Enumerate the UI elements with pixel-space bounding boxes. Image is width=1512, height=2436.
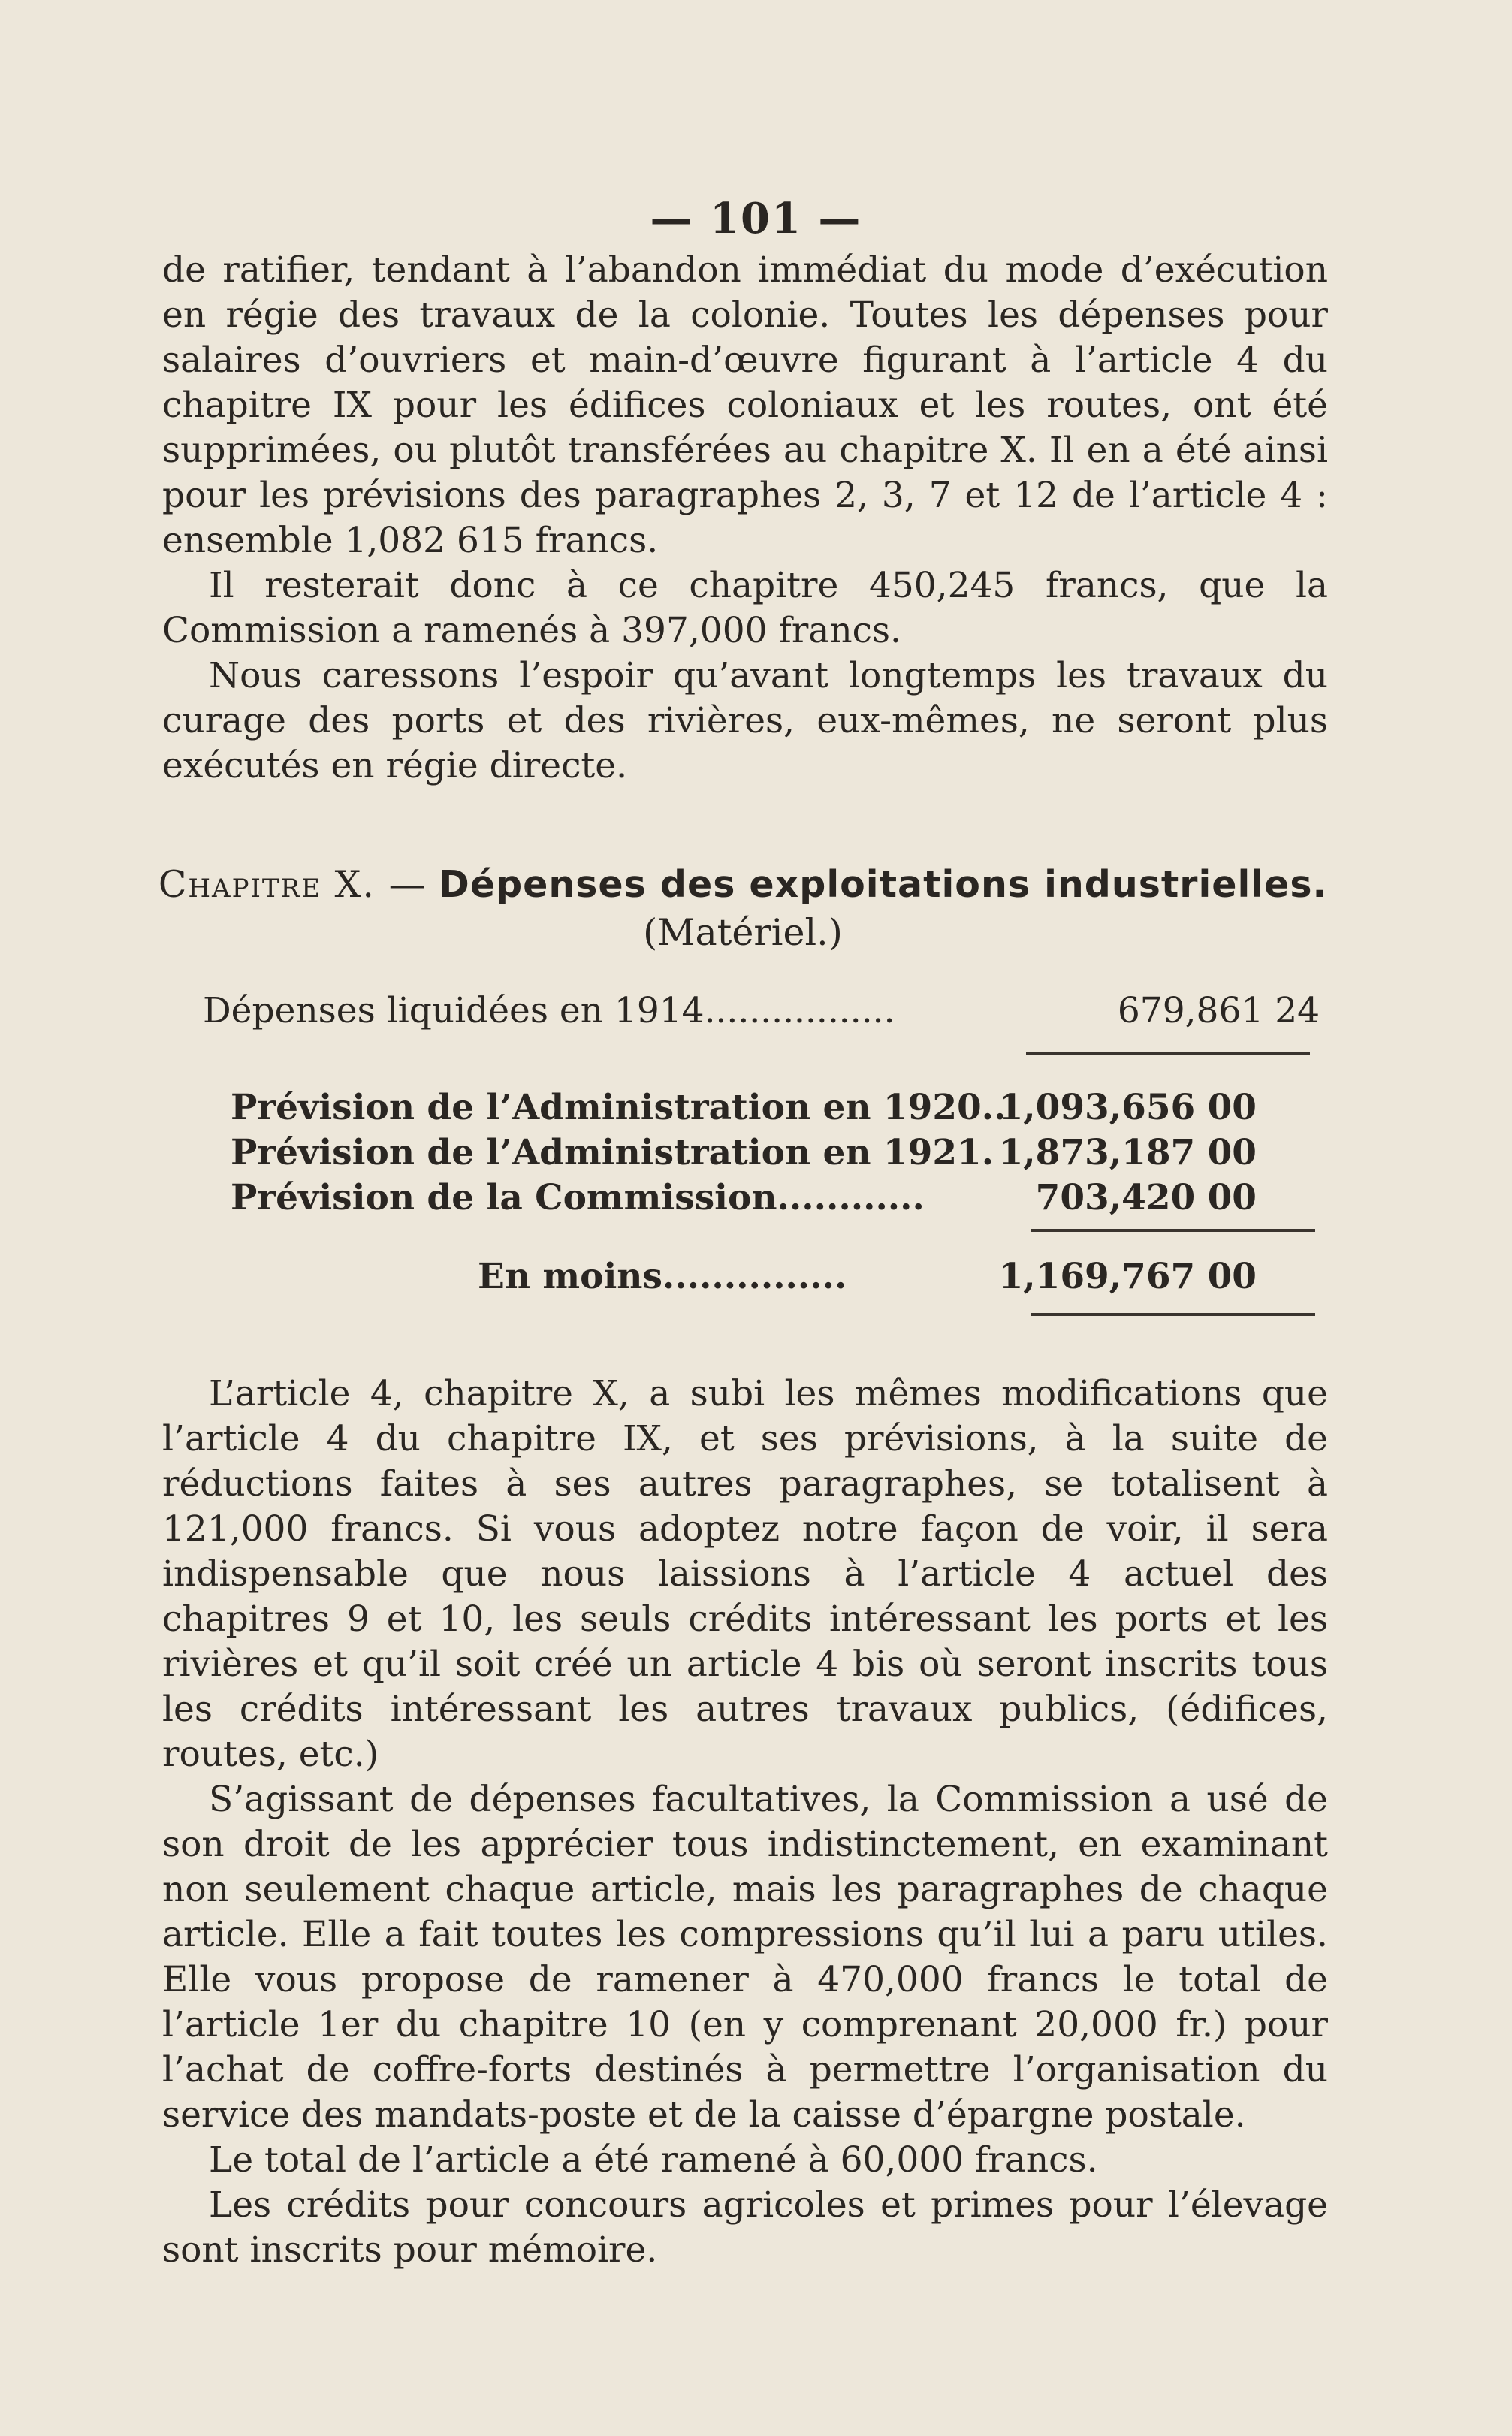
figure-amount: 1,873,187 00 bbox=[998, 1132, 1257, 1173]
figure-row bbox=[231, 1130, 1257, 1176]
difference-row bbox=[478, 1254, 1257, 1300]
figure-amount: 1,093,656 00 bbox=[998, 1087, 1257, 1128]
figure-amount: 1,169,767 00 bbox=[998, 1256, 1257, 1297]
chapter-label: Chapitre X. — bbox=[158, 863, 427, 906]
figure-row bbox=[231, 1085, 1257, 1130]
figure-label: Dépenses liquidées en 1914................. bbox=[203, 990, 895, 1031]
page-number: — 101 — bbox=[650, 194, 862, 243]
paragraph: de ratifier, tendant à l’abandon immédiat du mode d’exécution en régie des travaux de la colonie. Toutes les dépenses pour salaires d’ouvriers et main-d’œuvre figurant à l’article 4 du chapitre IX pour les édifices coloniaux et les routes, ont été supprimées, ou plutôt transférées au chapitre X. Il en a été ainsi pour les prévisions des paragraphes 2, 3, 7 et 12 de l’article 4 : ensemble 1,082 615 francs. bbox=[162, 249, 1328, 561]
total-rule bbox=[1031, 1229, 1315, 1232]
figure-amount: 679,861 24 bbox=[1117, 990, 1320, 1031]
figure-row bbox=[231, 1176, 1257, 1221]
total-rule bbox=[1031, 1313, 1315, 1316]
paragraph: Le total de l’article a été ramené à 60,000 francs. bbox=[209, 2139, 1098, 2181]
paragraph: Il resterait donc à ce chapitre 450,245 francs, que la Commission a ramenés à 397,000 francs. bbox=[162, 565, 1328, 651]
figure-row bbox=[203, 989, 1320, 1034]
figure-label: Prévision de l’Administration en 1921. bbox=[231, 1132, 994, 1173]
figure-label: En moins............... bbox=[478, 1256, 847, 1297]
figure-label: Prévision de l’Administration en 1920.. bbox=[231, 1087, 1006, 1128]
figure-label: Prévision de la Commission............ bbox=[231, 1177, 925, 1218]
chapter-title: Dépenses des exploitations industrielles. bbox=[439, 863, 1328, 906]
total-rule bbox=[1026, 1052, 1310, 1055]
chapter-heading bbox=[158, 861, 1328, 957]
paragraph: L’article 4, chapitre X, a subi les mêmes modifications que l’article 4 du chapitre IX, et ses prévisions, à la suite de réductions faites à ses autres paragraphes, se totalisent à 121,000 francs. Si vous adoptez notre façon de voir, il sera indispensable que nous laissions à l’article 4 actuel des chapitres 9 et 10, les seuls crédits intéressant les ports et les rivières et qu’il soit créé un article 4 bis où seront inscrits tous les crédits intéressant les autres travaux publics, (édifices, routes, etc.) bbox=[162, 1373, 1328, 1775]
body-text bbox=[162, 1372, 1328, 2273]
paragraph: Les crédits pour concours agricoles et primes pour l’élevage sont inscrits pour mémoire. bbox=[162, 2184, 1328, 2271]
paragraph: Nous caressons l’espoir qu’avant longtemps les travaux du curage des ports et des rivières, eux-mêmes, ne seront plus exécutés en régie directe. bbox=[162, 655, 1328, 786]
figure-amount: 703,420 00 bbox=[1035, 1177, 1257, 1218]
paragraph: S’agissant de dépenses facultatives, la Commission a usé de son droit de les apprécier tous indistinctement, en examinant non seulement chaque article, mais les paragraphes de chaque article. Elle a fait toutes les compressions qu’il lui a paru utiles. Elle vous propose de ramener à 470,000 francs le total de l’article 1er du chapitre 10 (en y comprenant 20,000 fr.) pour l’achat de coffre-forts destinés à permettre l’organisation du service des mandats-poste et de la caisse d’épargne postale. bbox=[162, 1779, 1328, 2136]
chapter-subtitle: (Matériel.) bbox=[643, 911, 843, 954]
intro-text bbox=[162, 248, 1328, 789]
